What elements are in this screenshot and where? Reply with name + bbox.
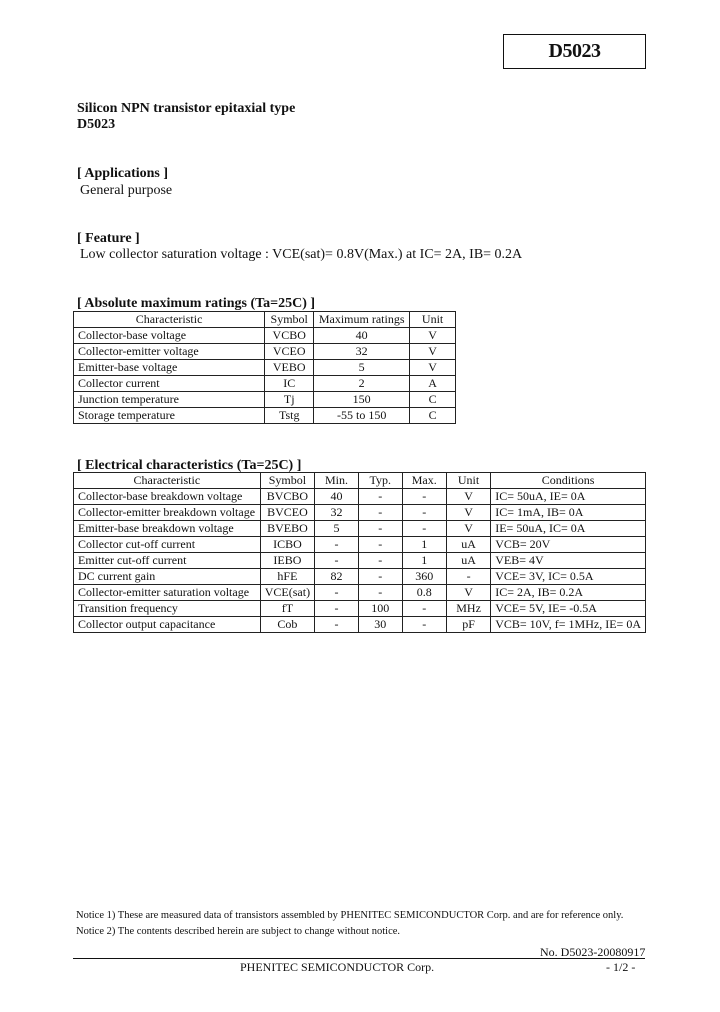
electrical-heading: [ Electrical characteristics (Ta=25C) ] [77, 458, 302, 473]
abs-max-cell: IC [265, 376, 314, 392]
company-name: PHENITEC SEMICONDUCTOR Corp. [240, 960, 435, 974]
feature-text: Low collector saturation voltage : VCE(sat)= 0.8V(Max.) at IC= 2A, IB= 0.2A [80, 247, 523, 262]
abs-max-header-cell: Maximum ratings [314, 312, 410, 328]
electrical-cell: - [402, 617, 446, 633]
document-number: No. D5023-20080917 [540, 945, 646, 959]
electrical-cell: 1 [402, 537, 446, 553]
abs-max-table [73, 311, 456, 424]
electrical-cell: Emitter cut-off current [74, 553, 261, 569]
abs-max-cell: V [410, 344, 456, 360]
electrical-cell: - [315, 617, 359, 633]
electrical-cell: Cob [260, 617, 314, 633]
electrical-cell: IEBO [260, 553, 314, 569]
abs-max-cell: VCEO [265, 344, 314, 360]
electrical-cell: Emitter-base breakdown voltage [74, 521, 261, 537]
electrical-cell: Collector cut-off current [74, 537, 261, 553]
abs-max-cell: Collector-emitter voltage [74, 344, 265, 360]
electrical-cell: 0.8 [402, 585, 446, 601]
electrical-cell: Collector output capacitance [74, 617, 261, 633]
abs-max-row [74, 360, 456, 376]
abs-max-cell: Tstg [265, 408, 314, 424]
electrical-cell: 1 [402, 553, 446, 569]
electrical-header-cell: Conditions [491, 473, 646, 489]
product-description: Silicon NPN transistor epitaxial type [77, 101, 296, 116]
electrical-cell: fT [260, 601, 314, 617]
electrical-cell: Collector-emitter saturation voltage [74, 585, 261, 601]
electrical-cell: hFE [260, 569, 314, 585]
electrical-header-cell: Symbol [260, 473, 314, 489]
applications-heading: [ Applications ] [77, 166, 169, 181]
electrical-cell: Collector-emitter breakdown voltage [74, 505, 261, 521]
electrical-header-cell: Typ. [358, 473, 402, 489]
electrical-cell: 5 [315, 521, 359, 537]
electrical-cell: V [446, 521, 490, 537]
electrical-cell: - [358, 505, 402, 521]
electrical-row [74, 521, 646, 537]
electrical-cell: Transition frequency [74, 601, 261, 617]
abs-max-heading: [ Absolute maximum ratings (Ta=25C) ] [77, 296, 316, 311]
abs-max-row [74, 376, 456, 392]
footer-divider [73, 958, 645, 959]
electrical-cell: VCE= 5V, IE= -0.5A [491, 601, 646, 617]
electrical-cell: - [446, 569, 490, 585]
electrical-cell: IC= 1mA, IB= 0A [491, 505, 646, 521]
abs-max-row [74, 328, 456, 344]
electrical-cell: - [358, 521, 402, 537]
abs-max-cell: VEBO [265, 360, 314, 376]
abs-max-cell: C [410, 408, 456, 424]
part-number-box [503, 34, 646, 69]
electrical-row [74, 617, 646, 633]
electrical-cell: MHz [446, 601, 490, 617]
abs-max-header-row [74, 312, 456, 328]
electrical-header-row [74, 473, 646, 489]
electrical-cell: - [402, 601, 446, 617]
abs-max-cell: 32 [314, 344, 410, 360]
abs-max-cell: Collector current [74, 376, 265, 392]
electrical-cell: ICBO [260, 537, 314, 553]
electrical-cell: - [358, 585, 402, 601]
electrical-cell: - [402, 521, 446, 537]
electrical-cell: 100 [358, 601, 402, 617]
electrical-row [74, 505, 646, 521]
electrical-cell: BVEBO [260, 521, 314, 537]
notice-2: Notice 2) The contents described herein are subject to change without notice. [76, 926, 401, 937]
electrical-cell: V [446, 585, 490, 601]
electrical-cell: 82 [315, 569, 359, 585]
electrical-cell: 32 [315, 505, 359, 521]
abs-max-row [74, 392, 456, 408]
electrical-cell: Collector-base breakdown voltage [74, 489, 261, 505]
applications-text: General purpose [80, 183, 173, 198]
electrical-cell: - [358, 569, 402, 585]
abs-max-cell: 5 [314, 360, 410, 376]
notice-1: Notice 1) These are measured data of transistors assembled by PHENITEC SEMICONDUCTOR Corp. and are for reference only. [76, 910, 624, 921]
electrical-cell: IC= 2A, IB= 0.2A [491, 585, 646, 601]
electrical-cell: - [315, 601, 359, 617]
abs-max-cell: -55 to 150 [314, 408, 410, 424]
electrical-cell: - [358, 553, 402, 569]
abs-max-cell: Collector-base voltage [74, 328, 265, 344]
electrical-row [74, 553, 646, 569]
electrical-cell: V [446, 489, 490, 505]
abs-max-cell: Tj [265, 392, 314, 408]
electrical-header-cell: Unit [446, 473, 490, 489]
electrical-cell: - [402, 489, 446, 505]
abs-max-header-cell: Unit [410, 312, 456, 328]
abs-max-cell: Storage temperature [74, 408, 265, 424]
electrical-cell: VCB= 10V, f= 1MHz, IE= 0A [491, 617, 646, 633]
electrical-cell: - [315, 553, 359, 569]
abs-max-cell: VCBO [265, 328, 314, 344]
electrical-row [74, 585, 646, 601]
electrical-cell: VCE= 3V, IC= 0.5A [491, 569, 646, 585]
abs-max-cell: V [410, 360, 456, 376]
abs-max-cell: C [410, 392, 456, 408]
abs-max-cell: Junction temperature [74, 392, 265, 408]
electrical-cell: pF [446, 617, 490, 633]
electrical-cell: BVCBO [260, 489, 314, 505]
electrical-header-cell: Characteristic [74, 473, 261, 489]
abs-max-cell: A [410, 376, 456, 392]
electrical-cell: VEB= 4V [491, 553, 646, 569]
feature-heading: [ Feature ] [77, 231, 140, 246]
abs-max-cell: 150 [314, 392, 410, 408]
electrical-row [74, 537, 646, 553]
abs-max-cell: Emitter-base voltage [74, 360, 265, 376]
electrical-cell: uA [446, 537, 490, 553]
electrical-cell: - [315, 537, 359, 553]
part-number: D5023 [548, 40, 601, 62]
abs-max-cell: 2 [314, 376, 410, 392]
electrical-cell: 30 [358, 617, 402, 633]
electrical-cell: - [315, 585, 359, 601]
electrical-cell: IC= 50uA, IE= 0A [491, 489, 646, 505]
electrical-cell: DC current gain [74, 569, 261, 585]
abs-max-cell: V [410, 328, 456, 344]
electrical-cell: - [402, 505, 446, 521]
abs-max-cell: 40 [314, 328, 410, 344]
abs-max-row [74, 344, 456, 360]
abs-max-header-cell: Symbol [265, 312, 314, 328]
electrical-header-cell: Max. [402, 473, 446, 489]
electrical-cell: BVCEO [260, 505, 314, 521]
electrical-row [74, 489, 646, 505]
electrical-cell: 360 [402, 569, 446, 585]
electrical-cell: VCB= 20V [491, 537, 646, 553]
electrical-cell: VCE(sat) [260, 585, 314, 601]
electrical-cell: V [446, 505, 490, 521]
abs-max-row [74, 408, 456, 424]
page-number: - 1/2 - [606, 960, 636, 974]
electrical-cell: uA [446, 553, 490, 569]
electrical-header-cell: Min. [315, 473, 359, 489]
electrical-row [74, 601, 646, 617]
product-name: D5023 [77, 117, 116, 132]
electrical-cell: - [358, 537, 402, 553]
electrical-cell: IE= 50uA, IC= 0A [491, 521, 646, 537]
electrical-row [74, 569, 646, 585]
electrical-cell: 40 [315, 489, 359, 505]
electrical-table [73, 472, 646, 633]
abs-max-header-cell: Characteristic [74, 312, 265, 328]
electrical-cell: - [358, 489, 402, 505]
